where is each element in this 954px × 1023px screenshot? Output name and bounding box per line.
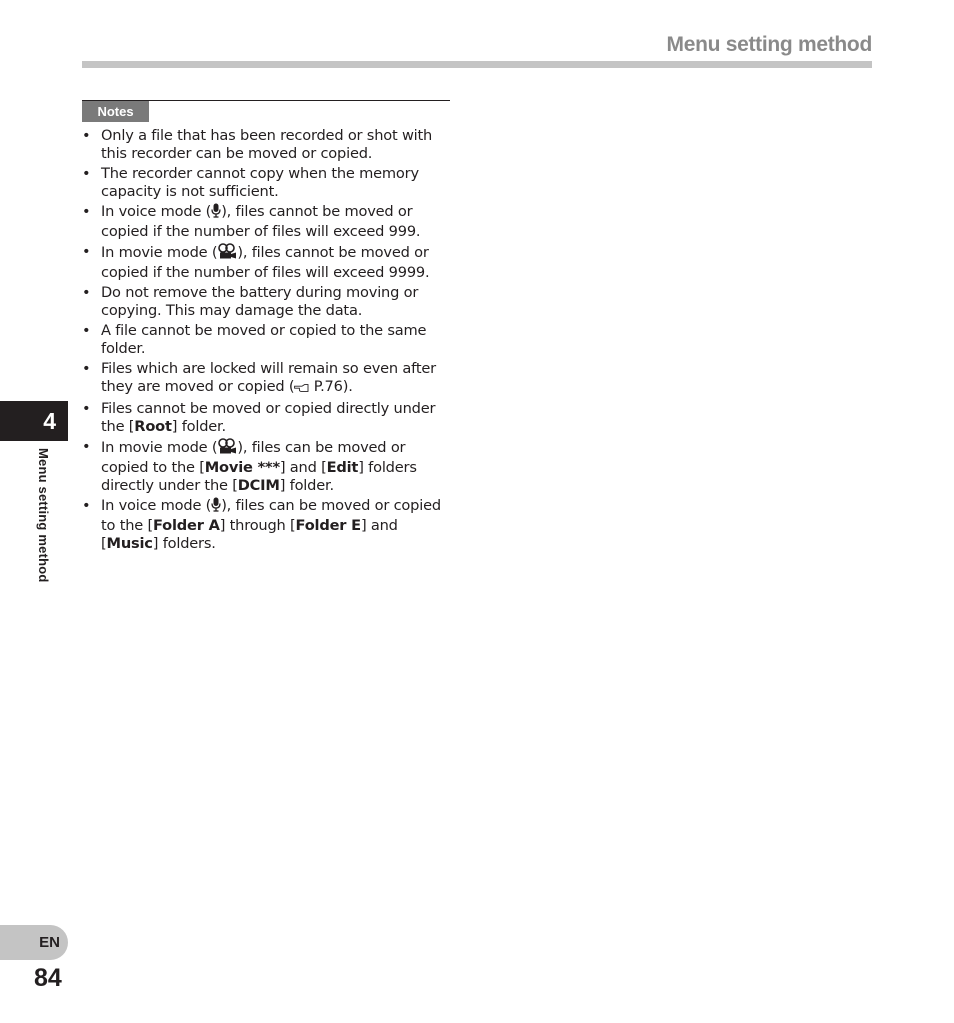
note-item [82,322,454,358]
note-text: Only a file that has been recorded or shot with this recorder can be moved or copied. [101,127,433,162]
bullet-marker: • [82,243,91,260]
movie-camera-icon [217,243,237,264]
note-text: In movie mode ( [101,439,218,456]
side-chapter-label: Menu setting method [36,448,51,583]
chapter-number: 4 [43,407,56,434]
note-text: ] folders directly under the [ [101,459,417,494]
note-bold-term: Root [134,418,172,435]
microphone-icon [211,497,221,517]
bullet-marker: • [82,322,91,339]
chapter-tab [0,401,68,441]
note-text: ] folder. [279,477,334,494]
page-number: 84 [34,964,62,992]
pointing-hand-icon [294,380,309,398]
note-text: In voice mode ( [101,497,212,514]
notes-list [82,127,454,555]
note-item [82,400,454,436]
note-text: ), files cannot be moved or copied if the number of files will exceed 9999. [101,244,430,281]
note-text: ), files can be moved or copied to the [ [101,497,441,534]
note-text: ] folders. [152,535,216,552]
note-item [82,243,454,282]
note-bold-term: Music [106,535,153,552]
bullet-marker: • [82,165,91,182]
bullet-marker: • [82,497,91,514]
bullet-marker: • [82,438,91,455]
movie-camera-icon [217,438,237,459]
language-tab [0,925,68,960]
bullet-marker: • [82,203,91,220]
notes-badge: Notes [82,101,149,122]
note-text: ] and [ [101,517,398,552]
note-text: In voice mode ( [101,203,212,220]
note-item [82,165,454,201]
note-item [82,127,454,163]
note-item [82,360,454,398]
note-text: Files cannot be moved or copied directly under the [ [101,400,436,435]
header-rule [82,61,872,68]
note-text: ), files can be moved or copied to the [ [101,439,406,476]
note-text: A file cannot be moved or copied to the same folder. [101,322,427,357]
note-text: P.76). [309,378,353,395]
note-text: Files which are locked will remain so even after they are moved or copied ( [101,360,436,395]
note-text: ] and [ [279,459,327,476]
note-bold-term: DCIM [237,477,280,494]
note-text: The recorder cannot copy when the memory capacity is not sufficient. [101,165,419,200]
note-item [82,284,454,320]
note-item [82,497,454,553]
note-bold-term: Edit [326,459,359,476]
bullet-marker: • [82,127,91,144]
note-text: ] through [ [219,517,296,534]
note-bold-term: Folder E [295,517,361,534]
bullet-marker: • [82,400,91,417]
note-item [82,203,454,241]
note-bold-term: Movie *** [204,459,280,476]
note-text: ), files cannot be moved or copied if the number of files will exceed 999. [101,203,421,240]
note-item [82,438,454,495]
note-text: ] folder. [171,418,226,435]
microphone-icon [211,203,221,223]
language-code: EN [39,934,60,951]
note-bold-term: Folder A [152,517,220,534]
note-text: In movie mode ( [101,244,218,261]
note-text: Do not remove the battery during moving or copying. This may damage the data. [101,284,419,319]
bullet-marker: • [82,284,91,301]
page-header-title: Menu setting method [666,33,872,56]
bullet-marker: • [82,360,91,377]
